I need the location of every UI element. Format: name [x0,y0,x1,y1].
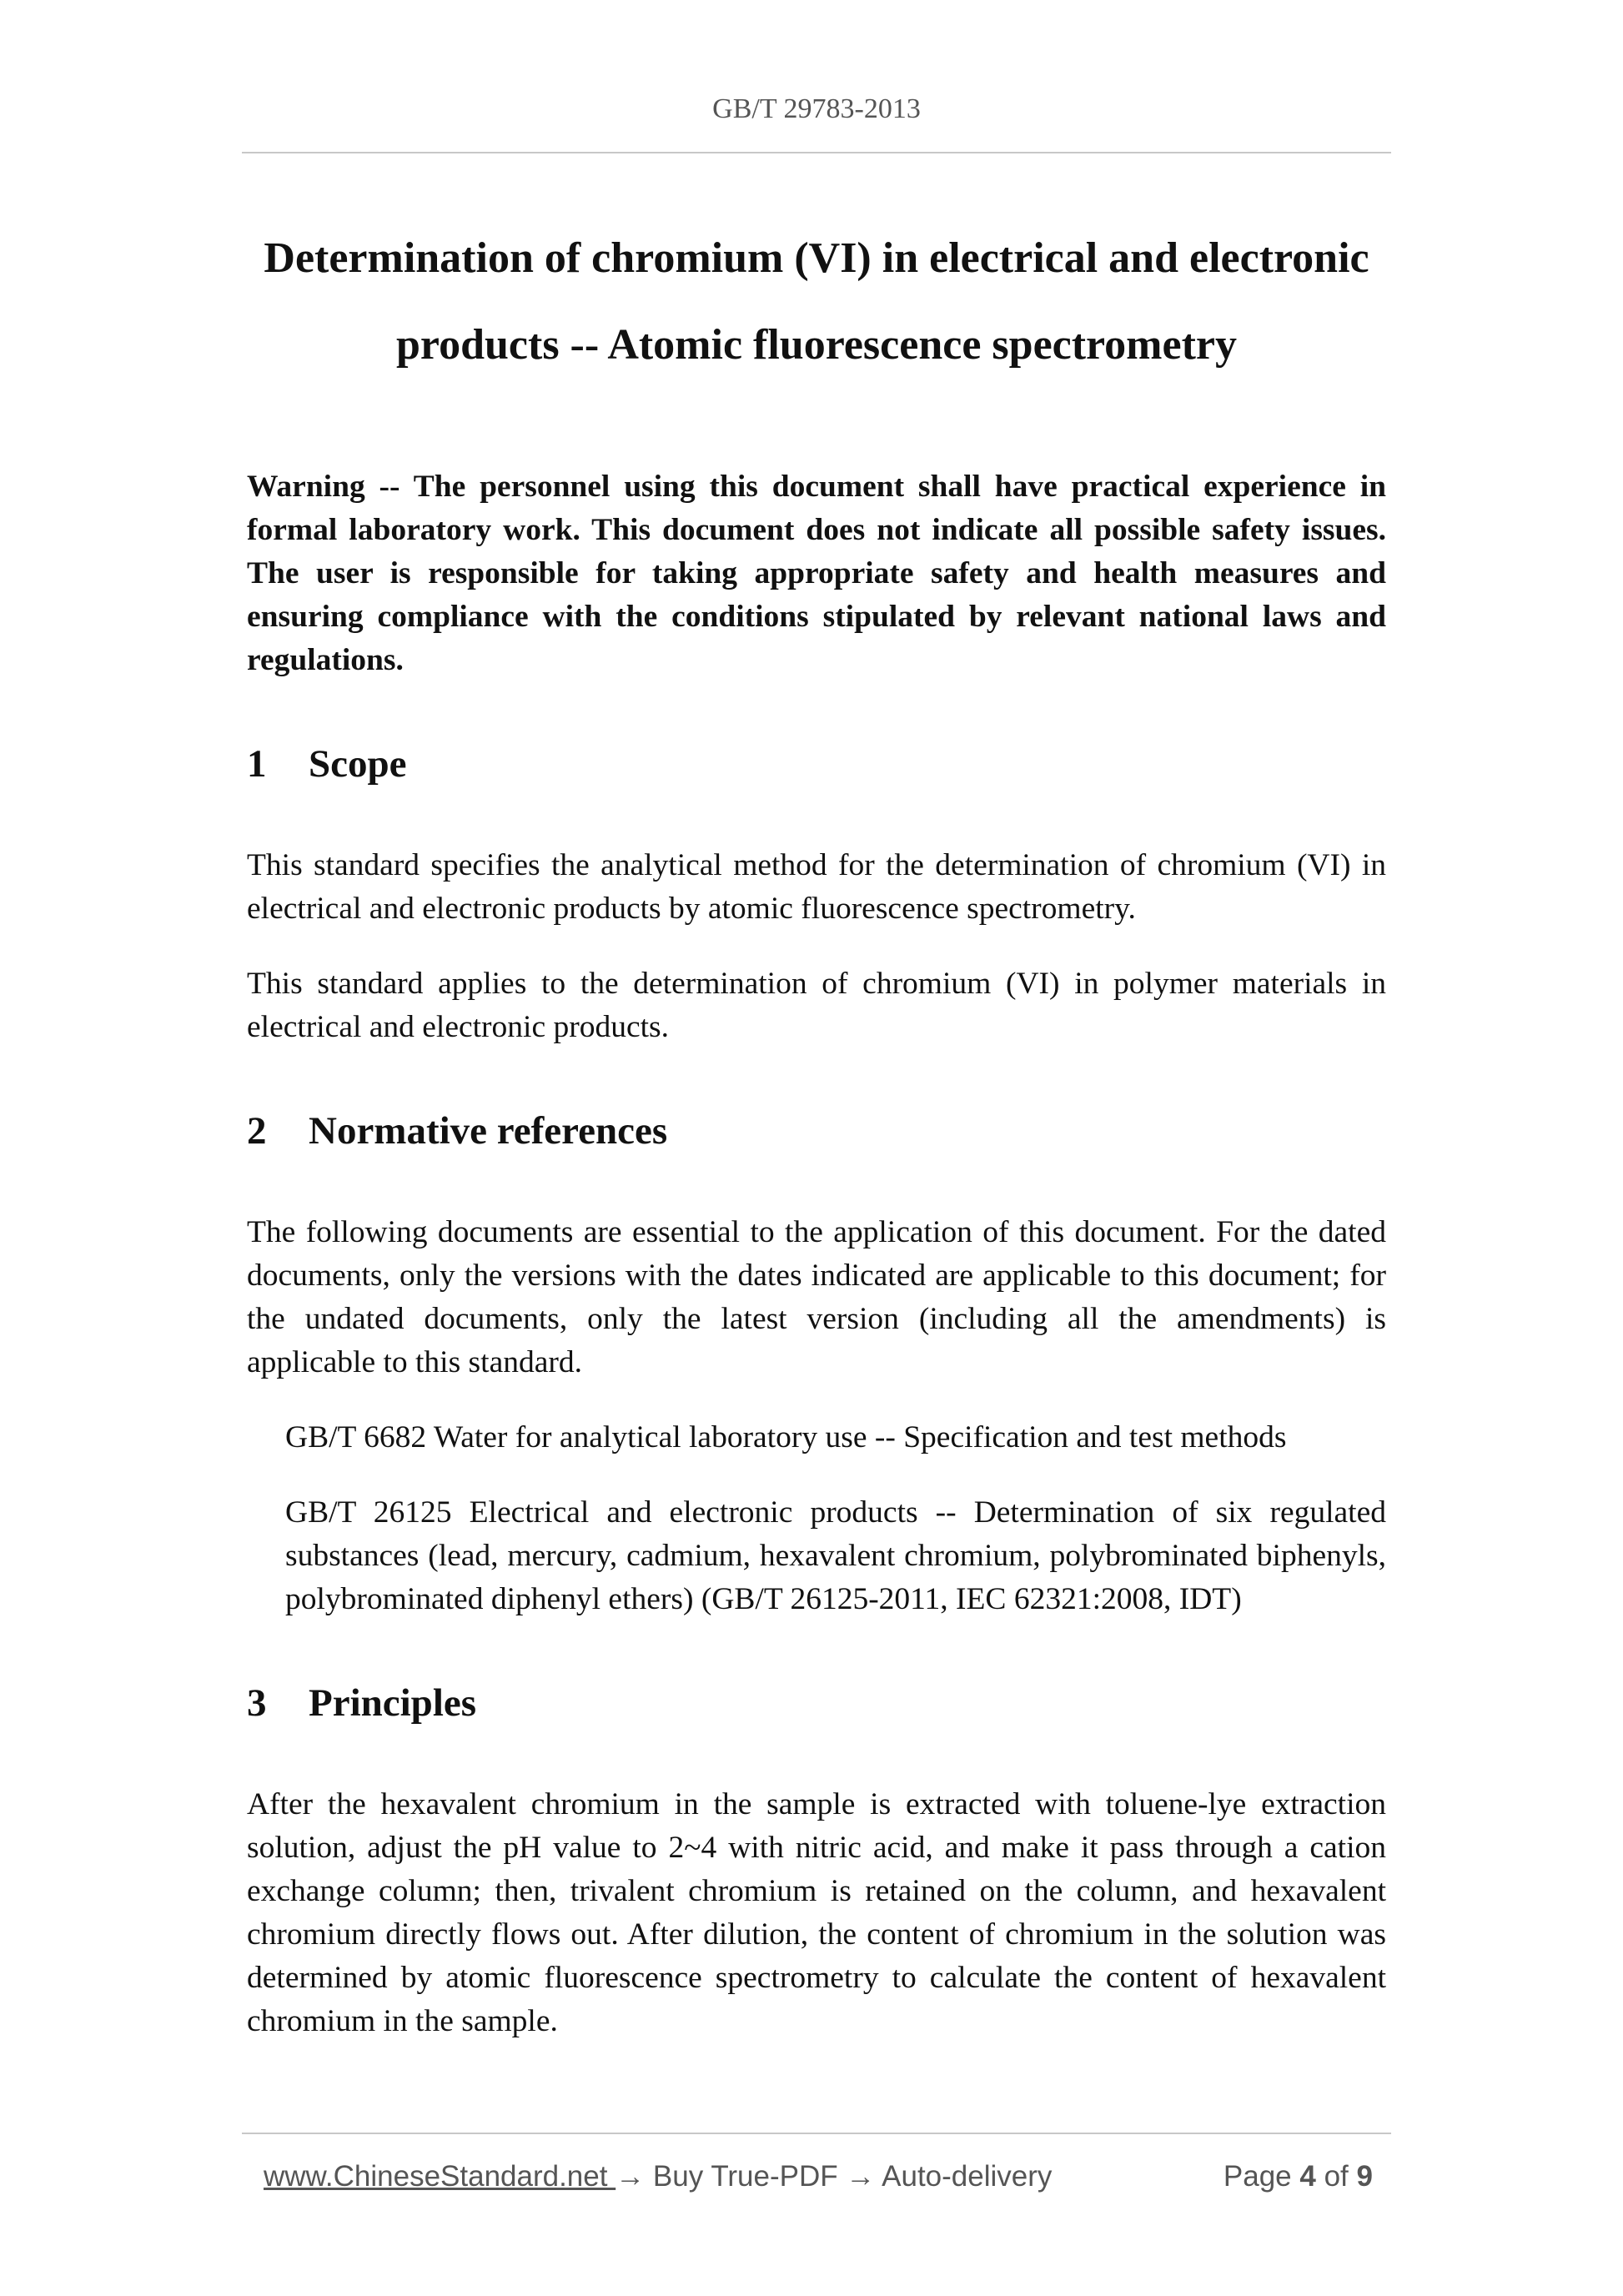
section-title: Normative references [309,1109,668,1153]
auto-delivery-text: Auto-delivery [875,2160,1053,2193]
footer-promo [264,2153,1052,2200]
principles-paragraph: After the hexavalent chromium in the sample is extracted with toluene-lye extraction solution, adjust the pH value to 2~4 with nitric acid, and make it pass through a cation exchange column; then, trivalent chromium is retained on the column, and hexavalent chromium directly flows out. After dilution, the content of chromium in the solution was determined by atomic fluorescence spectrometry to calculate the content of hexavalent chromium in the sample. [247,1787,1386,2038]
reference-item: GB/T 6682 Water for analytical laboratory use -- Specification and test methods [285,1420,1287,1454]
page-of-label: of [1324,2160,1349,2193]
scope-paragraph-2: This standard applies to the determination of chromium (VI) in polymer materials in electrical and electronic products. [247,967,1386,1044]
document-body [247,215,1386,2043]
section-title: Principles [309,1681,477,1725]
section-heading-scope [247,739,1386,789]
page-indicator [1224,2153,1373,2200]
title-line-2: products -- Atomic fluorescence spectrometry [396,321,1237,369]
total-page-number: 9 [1356,2160,1373,2193]
running-header: GB/T 29783-2013 [712,93,921,124]
arrow-right-icon: → [616,2160,646,2193]
website-link[interactable]: www.ChineseStandard.net [264,2160,616,2193]
normative-intro-paragraph: The following documents are essential to the application of this document. For the dated documents, only the versions with the dates indicated are applicable to this document; for the undated documents, only the latest version (including all the amendments) is applicable to this standard. [247,1215,1386,1379]
header-divider [242,152,1391,153]
section-number: 3 [247,1681,267,1725]
page-footer [264,2153,1373,2200]
title-line-1: Determination of chromium (VI) in electrical and electronic [264,234,1369,282]
page-label: Page [1223,2160,1292,2193]
section-title: Scope [309,742,407,786]
scope-paragraph-1: This standard specifies the analytical method for the determination of chromium (VI) in electrical and electronic products by atomic fluorescence spectrometry. [247,848,1386,926]
document-title [247,215,1386,389]
reference-item: GB/T 26125 Electrical and electronic products -- Determination of six regulated substances (lead, mercury, cadmium, hexavalent chromium, polybrominated biphenyls, polybrominated diphenyl ethers) (GB/T 26125-2011, IEC 62321:2008, IDT) [285,1495,1386,1616]
section-heading-normative-references [247,1106,1386,1156]
buy-pdf-text: Buy True-PDF [645,2160,847,2193]
arrow-right-icon: → [846,2160,876,2193]
section-number: 2 [247,1109,267,1153]
footer-divider [242,2133,1391,2134]
section-number: 1 [247,742,267,786]
warning-notice: Warning -- The personnel using this document shall have practical experience in formal laboratory work. This document does not indicate all possible safety issues. The user is responsible for taking appropriate safety and health measures and ensuring compliance with the conditions stipulated by relevant national laws and regulations. [247,470,1386,677]
current-page-number: 4 [1299,2160,1316,2193]
section-heading-principles [247,1678,1386,1728]
